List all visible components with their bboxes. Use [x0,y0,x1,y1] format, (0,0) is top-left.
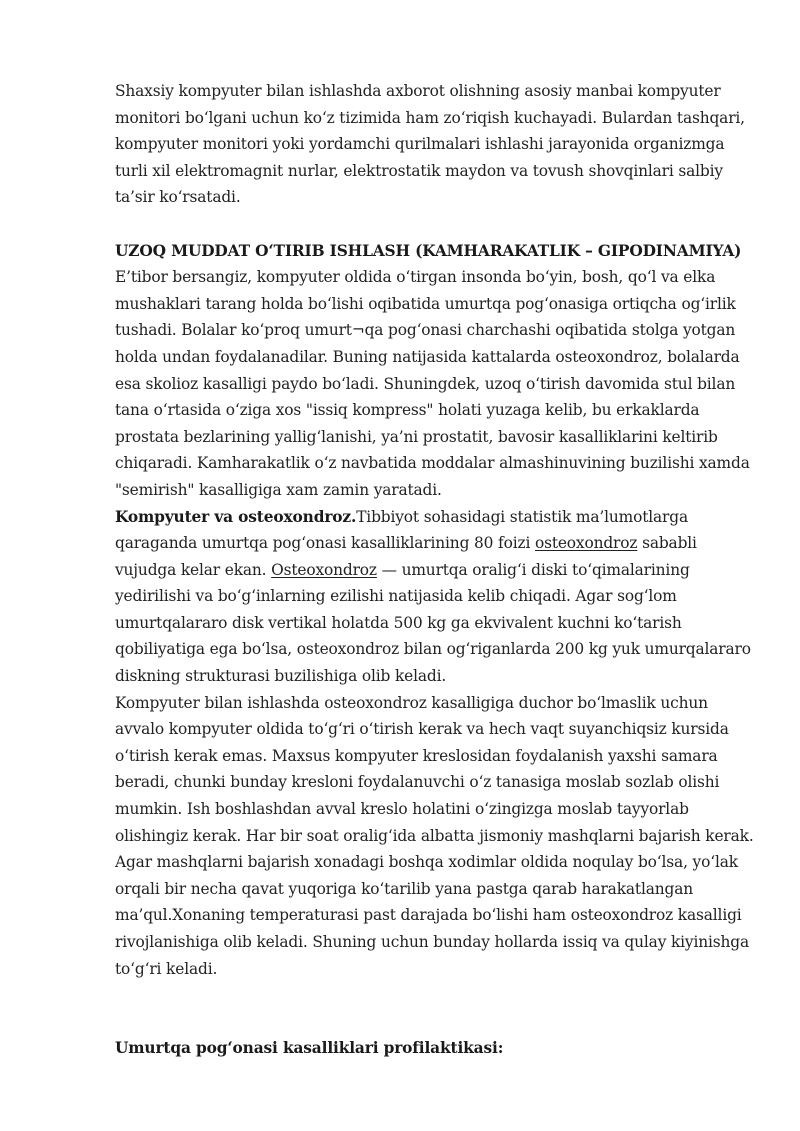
intro-paragraph: Shaxsiy kompyuter bilan ishlashda axborot olishning asosiy manbai kompyuter monitori bo‘lgani uchun ko‘z tizimida ham zo‘riqish kuchayadi. Bulardan tashqari, kompyuter monitori yoki yordamchi qurilmalari ishlashi jarayonida organizmga turli xil elektromagnit nurlar, elektrostatik maydon va tovush shovqinlari salbiy ta’sir ko‘rsatadi. [115,82,745,207]
advice-paragraph: Kompyuter bilan ishlashda osteoxondroz kasalligiga duchor bo‘lmaslik uchun avvalo kompyuter oldida to‘g‘ri o‘tirish kerak va hech vaqt suyanchiqsiz kursida o‘tirish kerak emas. Maxsus kompyuter kreslosidan foydalanish yaxshi samara beradi, chunki bunday kresloni foydalanuvchi o‘z tanasiga moslab sozlab olishi mumkin. Ish boshlashdan avval kreslo holatini o‘zingizga moslab tayyorlab olishingiz kerak. Har bir soat oralig‘ida albatta jismoniy mashqlarni bajarish kerak. Agar mashqlarni bajarish xonadagi boshqa xodimlar oldida noqulay bo‘lsa, yo‘lak orqali bir necha qavat yuqoriga ko‘tarilib yana pastga qarab harakatlangan ma’qul.Xonaning temperaturasi past darajada bo‘lishi ham osteoxondroz kasalligi rivojlanishiga olib keladi. Shuning uchun bunday hollarda issiq va qulay kiyinishga to‘g‘ri keladi. [115,693,754,978]
osteochondrosis-text-3: — umurtqa oralig‘i diski to‘qimalarining yedirilishi va bo‘g‘inlarning ezilishi natijasida kelib chiqadi. Agar sog‘lom umurtqalararo disk vertikal holatda 500 kg ga ekvivalent kuchni ko‘tarish qobiliyatiga ega bo‘lsa, osteoxondroz bilan og‘riganlarda 200 kg yuk umurqalararo diskning strukturasi buzilishiga olib keladi. [115,560,751,686]
section-heading-sedentary: UZOQ MUDDAT O‘TIRIB ISHLASH (KAMHARAKATLIK – GIPODINAMIYA) [115,241,742,260]
osteochondrosis-lead: Kompyuter va osteoxondroz. [115,507,357,526]
section-spacer [115,982,755,1035]
osteochondrosis-link-1[interactable]: osteoxondroz [534,534,638,553]
sedentary-paragraph: E’tibor bersangiz, kompyuter oldida o‘tirgan insonda bo‘yin, bosh, qo‘l va elka mushaklari tarang holda bo‘lishi oqibatida umurtqa pog‘onasiga ortiqcha og‘irlik tushadi. Bolalar ko‘proq umurt¬qa pog‘onasi charchashi oqibatida stolga yotgan holda undan foydalanadilar. Buning natijasida kattalarda osteoxondroz, bolalarda esa skolioz kasalligi paydo bo‘ladi. Shuningdek, uzoq o‘tirish davomida stul bilan tana o‘rtasida o‘ziga xos "issiq kompress" holati yuzaga kelib, bu erkaklarda prostata bezlarining yallig‘lanishi, ya’ni prostatit, bavosir kasalliklarini keltirib chiqaradi. Kamharakatlik o‘z navbatida moddalar almashinuvining buzilishi xamda "semirish" kasalligiga xam zamin yaratadi. [115,268,750,499]
osteochondrosis-paragraph [115,504,755,690]
paragraph-spacer [115,211,755,238]
osteochondrosis-link-2[interactable]: Osteoxondroz [271,560,377,579]
section-heading-prevention: Umurtqa pog‘onasi kasalliklari profilaktikasi: [115,1039,504,1058]
osteochondrosis-text-1: Tibbiyot sohasidagi statistik ma’lumotlarga qaraganda umurtqa pog‘onasi kasalliklarining 80 foizi [115,507,688,553]
osteochondrosis-text-2: sababli vujudga kelar ekan. [115,534,697,579]
document-page [115,78,755,1062]
